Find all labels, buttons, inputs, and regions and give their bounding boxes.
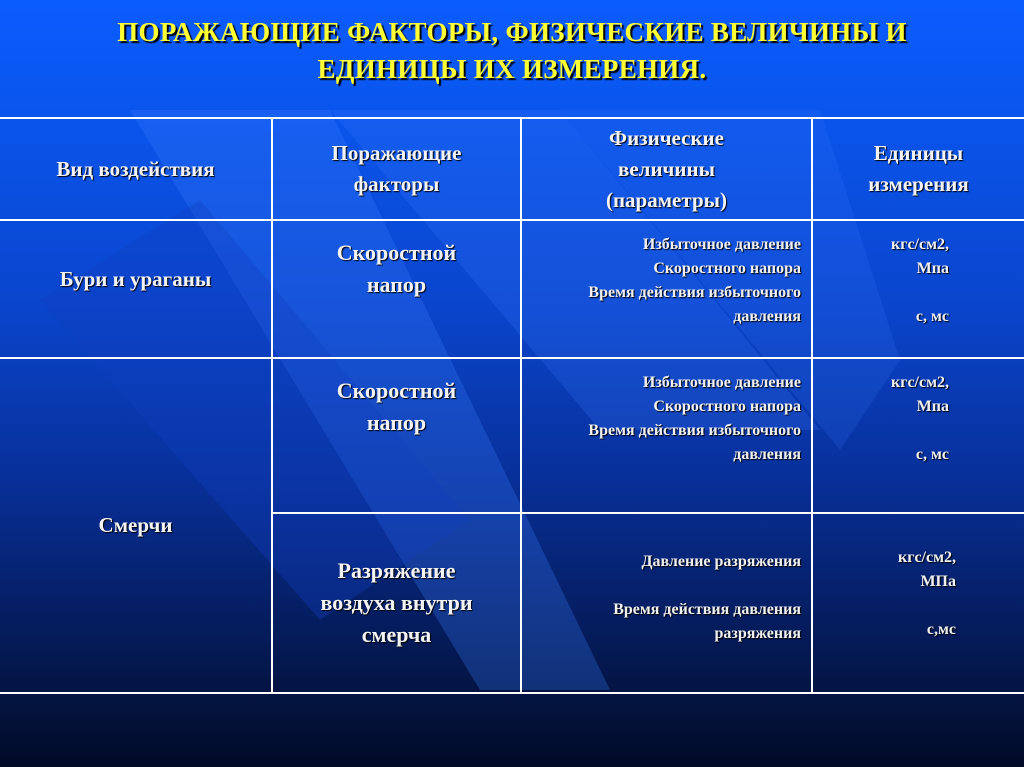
row-units-cell [812, 513, 1024, 693]
header-units-line-2: измерения [868, 172, 969, 196]
unit-line: кгс/см2, [897, 549, 956, 566]
header-kind-label: Вид воздействия [56, 156, 215, 181]
header-factor-line-2: факторы [353, 172, 440, 196]
row-factor-cell [272, 220, 521, 358]
factor-line: напор [366, 410, 427, 435]
param-line: Время действия избыточного [588, 284, 801, 301]
factor-line: Разряжение [337, 558, 456, 583]
row-kind-cell [0, 220, 272, 358]
header-params-line-3: (параметры) [605, 187, 728, 212]
factor-line: смерча [361, 622, 432, 647]
table-header-row [0, 118, 1024, 220]
param-line: Время действия давления [613, 601, 801, 618]
header-factor [272, 118, 521, 220]
header-factor-line-1: Поражающие [331, 141, 462, 165]
slide-title [0, 14, 1024, 88]
unit-line: Мпа [916, 398, 949, 415]
header-kind [0, 118, 272, 220]
title-line-2: ЕДИНИЦЫ ИХ ИЗМЕРЕНИЯ. [317, 54, 707, 84]
row-params-cell [521, 358, 812, 513]
unit-line: кгс/см2, [890, 374, 949, 391]
row-kind-label: Бури и ураганы [59, 267, 212, 291]
unit-line: с,мс [926, 621, 956, 638]
param-line: Скоростного напора [653, 398, 801, 415]
row-kind-label: Смерчи [98, 513, 173, 537]
row-units-cell [812, 220, 1024, 358]
param-line: Избыточное давление [642, 374, 801, 391]
factor-line: напор [366, 272, 427, 297]
param-line: разряжения [714, 625, 801, 642]
row-factor-cell [272, 358, 521, 513]
row-kind-cell [0, 358, 272, 693]
param-line: Давление разряжения [641, 553, 801, 570]
header-params-line-2: величины [618, 156, 715, 181]
row-params-cell [521, 513, 812, 693]
param-line: давления [733, 446, 801, 463]
param-line: Скоростного напора [653, 260, 801, 277]
row-units-cell [812, 358, 1024, 513]
table-row [0, 220, 1024, 358]
row-factor-cell [272, 513, 521, 693]
unit-line: кгс/см2, [890, 236, 949, 253]
row-params-cell [521, 220, 812, 358]
factor-line: Скоростной [336, 240, 457, 265]
param-line: Избыточное давление [642, 236, 801, 253]
header-units [812, 118, 1024, 220]
factor-line: воздуха внутри [320, 590, 473, 615]
unit-line: Мпа [916, 260, 949, 277]
unit-line: с, мс [915, 446, 949, 463]
param-line: Время действия избыточного [588, 422, 801, 439]
unit-line: с, мс [915, 308, 949, 325]
param-line: давления [733, 308, 801, 325]
header-units-line-1: Единицы [873, 141, 964, 165]
factors-table [0, 117, 1024, 694]
header-params [521, 118, 812, 220]
factor-line: Скоростной [336, 378, 457, 403]
header-params-line-1: Физические [609, 125, 724, 150]
unit-line: МПа [920, 573, 956, 590]
table-row [0, 358, 1024, 513]
title-line-1: ПОРАЖАЮЩИЕ ФАКТОРЫ, ФИЗИЧЕСКИЕ ВЕЛИЧИНЫ И [117, 17, 907, 47]
